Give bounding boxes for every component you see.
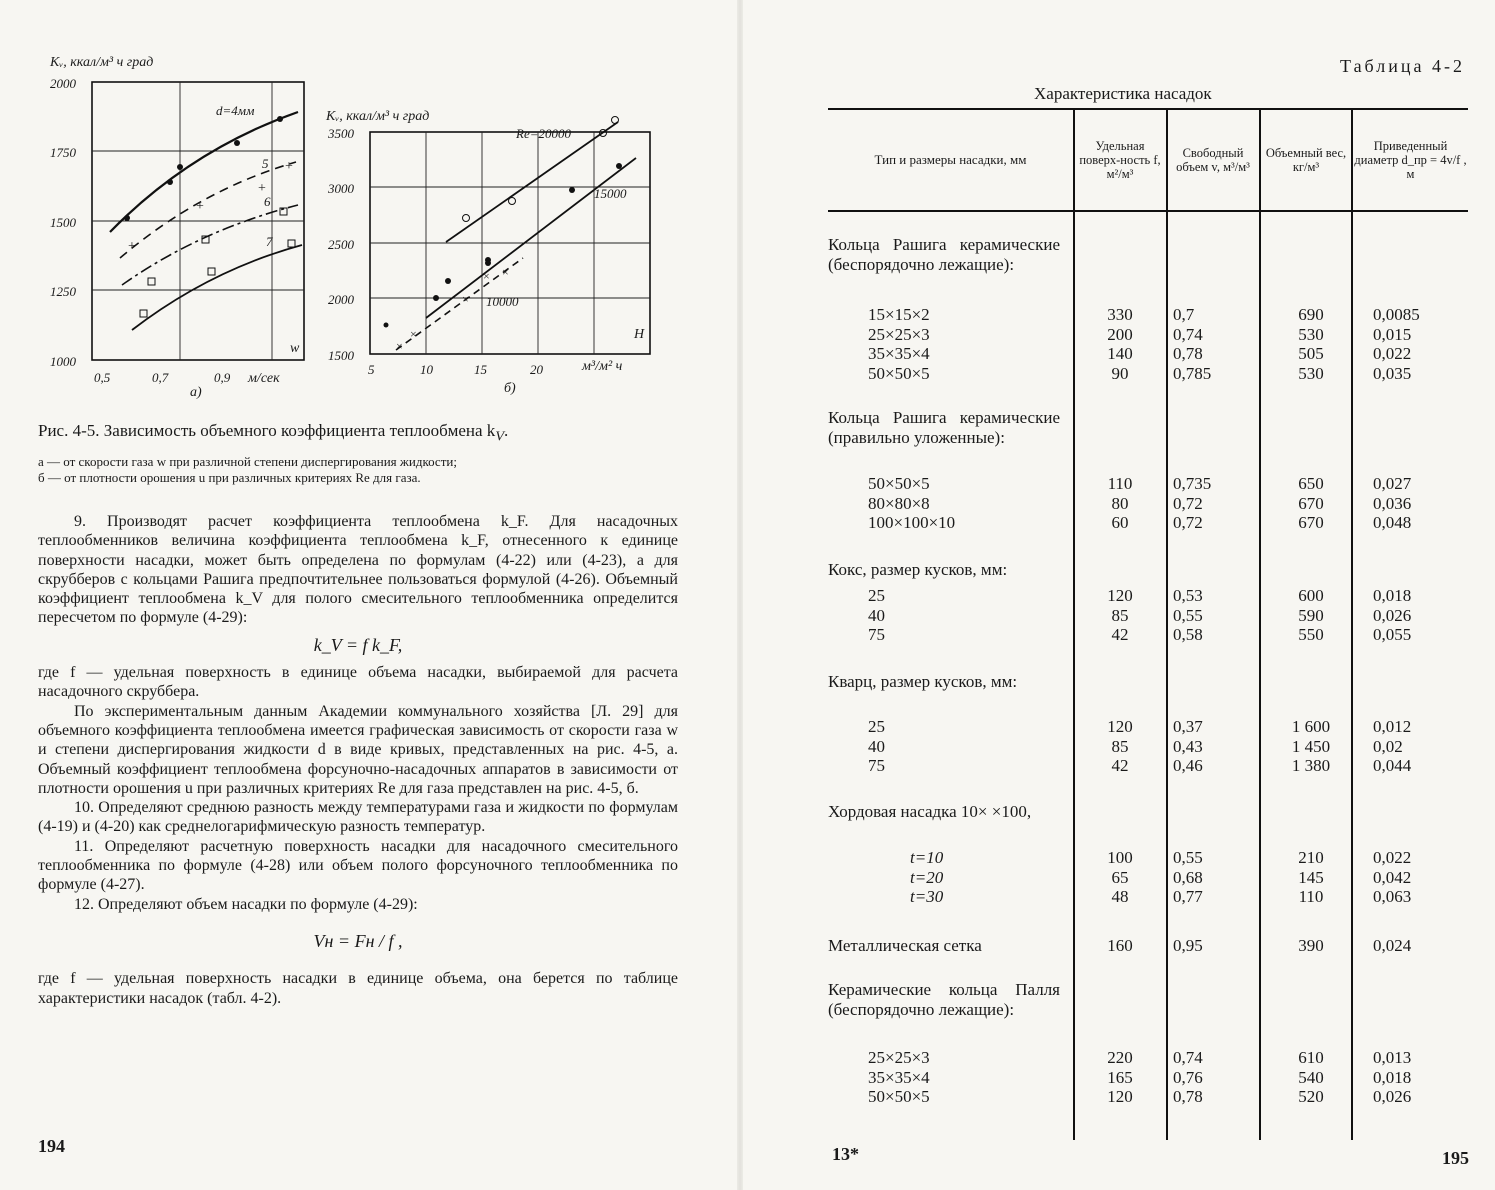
table-cell: 25×25×3 (868, 324, 930, 344)
group-label: Кольца Рашига керамические (правильно уложенные): (828, 408, 1060, 447)
table-cell: 0,785 (1173, 363, 1212, 383)
group-label: Керамические кольца Палля (беспорядочно лежащие): (828, 980, 1060, 1019)
table-cell: 670 (1298, 513, 1324, 532)
group-label: Кольца Рашига керамические (беспорядочно лежащие): (828, 235, 1060, 274)
table-cell: 0,055 (1373, 625, 1412, 644)
header-equivalent-diameter: Приведенный диаметр d_пр = 4v/f , м (1354, 139, 1467, 181)
table-cell: 0,0085 (1373, 305, 1420, 324)
table-cell: 0,015 (1373, 324, 1412, 344)
table-cell: 48 (1111, 887, 1129, 906)
table-cell: 0,042 (1373, 867, 1412, 887)
table-cell: 35×35×4 (868, 344, 930, 363)
table-cell: 600 (1298, 586, 1324, 605)
caption-b: б — от плотности орошения u при различных критериях Re для газа. (38, 470, 421, 485)
table-cell: 0,43 (1173, 736, 1203, 756)
table-cell: 85 (1111, 736, 1129, 756)
table-cell: 145 (1298, 867, 1324, 887)
table-cell: 520 (1298, 1087, 1324, 1106)
table-cell: 40 (868, 736, 885, 756)
chart-b-xtick-15: 15 (474, 362, 487, 377)
table-cell: 540 (1298, 1067, 1324, 1087)
figure-caption: Рис. 4-5. Зависимость объемного коэффициента теплообмена $k_V$. (38, 421, 509, 445)
table-title: Характеристика насадок (1034, 84, 1212, 103)
table-cell: 120 (1107, 1087, 1133, 1106)
right-page (740, 0, 1495, 1190)
table-cell: 160 (1107, 936, 1133, 955)
header-free-volume: Свободный объем v, м³/м³ (1176, 146, 1250, 174)
svg-text:×: × (462, 292, 469, 306)
caption-a: а — от скорости газа w при различной степени диспергирования жидкости; (38, 454, 457, 469)
table-cell: 0,95 (1173, 936, 1203, 955)
table-cell: 505 (1298, 344, 1324, 363)
table-cell: 0,012 (1373, 717, 1412, 736)
table-cell: 0,55 (1173, 848, 1203, 867)
table-cell: 330 (1107, 305, 1133, 324)
table-cell: 100 (1107, 848, 1133, 867)
chart-a-curve-7 (132, 245, 302, 330)
chart-b-ytick-1500: 1500 (328, 348, 354, 363)
svg-text:+: + (285, 159, 293, 174)
table-cell: 220 (1107, 1048, 1133, 1067)
chart-b-label-re10000: 10000 (486, 294, 519, 309)
paragraph-11: 11. Определяют расчетную поверхность насадки для насадочного смесительного теплообменника по формуле (4-28) или объем полого форсуночного теплообменника по формуле (4-27). (38, 837, 678, 894)
left-page (0, 0, 740, 1190)
table-cell: 0,7 (1173, 305, 1195, 324)
chart-a-ytick-1750: 1750 (50, 145, 76, 160)
table-cell: 0,78 (1173, 344, 1203, 363)
table-cell: 0,53 (1173, 586, 1203, 605)
svg-text:+: + (128, 239, 136, 254)
table-cell: 25×25×3 (868, 1048, 930, 1067)
table-cell: 100×100×10 (868, 513, 956, 532)
paragraph-12b: где f — удельная поверхность насадки в единице объема, она берется по таблице характеристики насадок (табл. 4-2). (38, 970, 678, 1007)
svg-text:×: × (396, 339, 403, 353)
group-label: Хордовая насадка 10× ×100, (828, 802, 1032, 821)
chart-a-ylabel: Kᵥ, ккал/м³ ч град (50, 55, 154, 70)
table-cell: 0,68 (1173, 867, 1203, 887)
table-cell: 590 (1298, 605, 1324, 625)
table-cell: 15×15×2 (868, 305, 930, 324)
chart-b-ytick-3000: 3000 (328, 181, 354, 196)
table-cell: 670 (1298, 493, 1324, 513)
chart-a (40, 40, 360, 450)
table-cell: 610 (1298, 1048, 1324, 1067)
chart-a-ytick-1250: 1250 (50, 284, 76, 299)
table-cell: 110 (1107, 474, 1133, 493)
signature-mark: 13* (832, 1144, 859, 1164)
table-cell: 0,58 (1173, 625, 1203, 644)
table-cell: 65 (1111, 867, 1129, 887)
table-cell: 0,02 (1373, 736, 1403, 756)
table-cell: 110 (1298, 887, 1324, 906)
table-cell: 1 380 (1291, 756, 1331, 775)
table-cell: 0,76 (1173, 1067, 1203, 1087)
table-cell: 0,035 (1373, 363, 1412, 383)
paragraph-10: 10. Определяют среднюю разность между температурами газа и жидкости по формулам (4-19) и (4-20) как среднелогарифмическую разность температур. (38, 799, 678, 836)
table-cell: 0,55 (1173, 605, 1203, 625)
chart-b-ytick-2000: 2000 (328, 292, 354, 307)
chart-b-xunit: м³/м² ч (582, 359, 623, 374)
table-cell: 0,026 (1373, 605, 1412, 625)
paragraph-12: 12. Определяют объем насадки по формуле (4-29): (74, 895, 418, 913)
chart-b-points (384, 117, 623, 354)
table-cell: 50×50×5 (868, 363, 930, 383)
svg-text:+: + (258, 181, 266, 196)
table-cell: 80×80×8 (868, 493, 930, 513)
table-cell: 200 (1107, 324, 1133, 344)
table-cell: 0,78 (1173, 1087, 1203, 1106)
table-cell: 0,018 (1373, 586, 1412, 605)
table-cell: 85 (1111, 605, 1129, 625)
table-cell: 0,74 (1173, 324, 1203, 344)
table-cell: 0,74 (1173, 1048, 1203, 1067)
table-cell: 390 (1298, 936, 1324, 955)
table-cell: 0,46 (1173, 756, 1203, 775)
table-cell: t=30 (910, 887, 944, 906)
table-cell: 0,027 (1373, 474, 1412, 493)
chart-a-label-d4: d=4мм (216, 103, 255, 118)
page-number-left: 194 (38, 1136, 65, 1156)
group-label: Кокс, размер кусков, мм: (828, 560, 1008, 579)
column-rule-2 (1166, 110, 1168, 1140)
table-cell: 60 (1111, 513, 1129, 532)
group-label: Кварц, размер кусков, мм: (828, 672, 1018, 691)
chart-b-label-re20000: Re=20000 (516, 126, 571, 141)
chart-b-panel-label: б) (504, 381, 516, 396)
table-cell: 120 (1107, 717, 1133, 736)
chart-a-label-5: 5 (262, 156, 269, 171)
chart-a-points (124, 116, 295, 317)
table-cell: 0,048 (1373, 513, 1412, 532)
table-cell: 165 (1107, 1067, 1133, 1087)
page-number-right: 195 (1442, 1148, 1469, 1168)
chart-a-xtick-0: 0,5 (94, 370, 111, 385)
column-rule-4 (1351, 110, 1353, 1140)
table-cell: 0,72 (1173, 513, 1203, 532)
chart-b-xtick-5: 5 (368, 362, 375, 377)
chart-b-label-re15000: 15000 (594, 186, 627, 201)
formula-kv: k_V = f k_F, (313, 634, 403, 655)
paragraph-9b: где f — удельная поверхность в единице объема насадки, выбираемой для расчета насадочного скруббера. (38, 664, 678, 701)
chart-a-xtick-2: 0,9 (214, 370, 231, 385)
table-cell: 25 (868, 717, 885, 736)
body-text (38, 512, 678, 1008)
table-cell: 140 (1107, 344, 1133, 363)
header-bulk-weight: Объемный вес, кг/м³ (1265, 146, 1347, 174)
table-cell: 40 (868, 605, 885, 625)
table-cell: 530 (1298, 324, 1324, 344)
table-cell: 0,022 (1373, 344, 1412, 363)
table-cell: 50×50×5 (868, 1087, 930, 1106)
formula-vn: Vн = Fн / f , (313, 930, 403, 951)
table-cell: 80 (1111, 493, 1129, 513)
chart-b-xtick-20: 20 (530, 362, 543, 377)
table-header (828, 108, 1468, 212)
svg-text:×: × (483, 269, 490, 283)
header-specific-surface: Удельная поверх-ность f, м²/м³ (1079, 139, 1161, 181)
table-cell: 530 (1298, 363, 1324, 383)
table-cell: t=10 (910, 848, 944, 867)
table-cell: 42 (1111, 756, 1129, 775)
chart-b-ytick-2500: 2500 (328, 237, 354, 252)
table-cell: 120 (1107, 586, 1133, 605)
table-cell: 0,018 (1373, 1067, 1412, 1087)
table-cell: 0,735 (1173, 474, 1212, 493)
table-cell: 1 450 (1291, 736, 1331, 756)
paragraph-academy: По экспериментальным данным Академии коммунального хозяйства [Л. 29] для объемного коэффициента теплообмена имеется графическая зависимость от скорости газа w и степени диспергирования жидкости d в виде кривых, представленных на рис. 4-5, а. Объемный коэффициент теплообмена форсуночно-насадочных аппаратов в зависимости от плотности орошения u при различных критериях Re для газа представлен на рис. 4-5, б. (38, 702, 678, 797)
table-cell: 0,044 (1373, 756, 1412, 775)
svg-text:×: × (410, 327, 417, 341)
chart-a-xtick-1: 0,7 (152, 370, 169, 385)
table-cell: 210 (1298, 848, 1324, 867)
chart-a-xunit: м/сек (248, 371, 280, 386)
table-label: Таблица 4-2 (1340, 56, 1465, 76)
table-cell: 50×50×5 (868, 474, 930, 493)
chart-a-ytick-1500: 1500 (50, 215, 76, 230)
table-cell: 0,024 (1373, 936, 1412, 955)
svg-text:+: + (196, 199, 204, 214)
chart-a-label-6: 6 (264, 194, 271, 209)
svg-text:×: × (502, 265, 509, 279)
chart-b-ylabel: Kᵥ, ккал/м³ ч град (326, 109, 430, 124)
table-cell: 35×35×4 (868, 1067, 930, 1087)
chart-a-ytick-1000: 1000 (50, 354, 76, 369)
table-cell: 25 (868, 586, 885, 605)
chart-a-axis-var: w (290, 341, 300, 356)
table-cell: 0,026 (1373, 1087, 1412, 1106)
table-cell: 1 600 (1291, 717, 1331, 736)
chart-b-ytick-3500: 3500 (328, 126, 354, 141)
table-cell: t=20 (910, 867, 944, 887)
table-cell: 690 (1298, 305, 1324, 324)
table-cell: 90 (1111, 363, 1129, 383)
column-rule-1 (1073, 110, 1075, 1140)
table-cell: 0,063 (1373, 887, 1412, 906)
table-cell: 650 (1298, 474, 1324, 493)
table-cell: 42 (1111, 625, 1129, 644)
chart-b-axis-var: H (634, 327, 645, 342)
table-cell: 0,022 (1373, 848, 1412, 867)
header-type: Тип и размеры насадки, мм (874, 152, 1027, 167)
chart-a-panel-label: а) (190, 385, 202, 400)
table-cell: 0,013 (1373, 1048, 1412, 1067)
table-cell: 0,77 (1173, 887, 1203, 906)
table-cell: 0,72 (1173, 493, 1203, 513)
table-cell: 550 (1298, 625, 1324, 644)
table-cell: 0,036 (1373, 493, 1412, 513)
table-cell: 0,37 (1173, 717, 1203, 736)
paragraph-9: 9. Производят расчет коэффициента теплообмена k_F. Для насадочных теплообменников величина коэффициента теплообмена k_F, отнесенного к единице поверхности насадки, может быть определена по формулам (4-22) или (4-23), а для скрубберов с кольцами Рашига предпочтительнее пользоваться формулой (4-26). Объемный коэффициент теплообмена k_V для полого смесительного теплообменника определится пересчетом по формуле (4-29): (38, 513, 678, 627)
table-cell: 75 (868, 756, 885, 775)
table-cell: 75 (868, 625, 885, 644)
chart-b-xtick-10: 10 (420, 362, 433, 377)
chart-a-ytick-2000: 2000 (50, 76, 76, 91)
group-label: Металлическая сетка (828, 936, 982, 955)
chart-a-label-7: 7 (266, 234, 273, 249)
column-rule-3 (1259, 110, 1261, 1140)
figure-subcaption (38, 454, 688, 486)
chart-a-curve-d4 (110, 112, 298, 232)
